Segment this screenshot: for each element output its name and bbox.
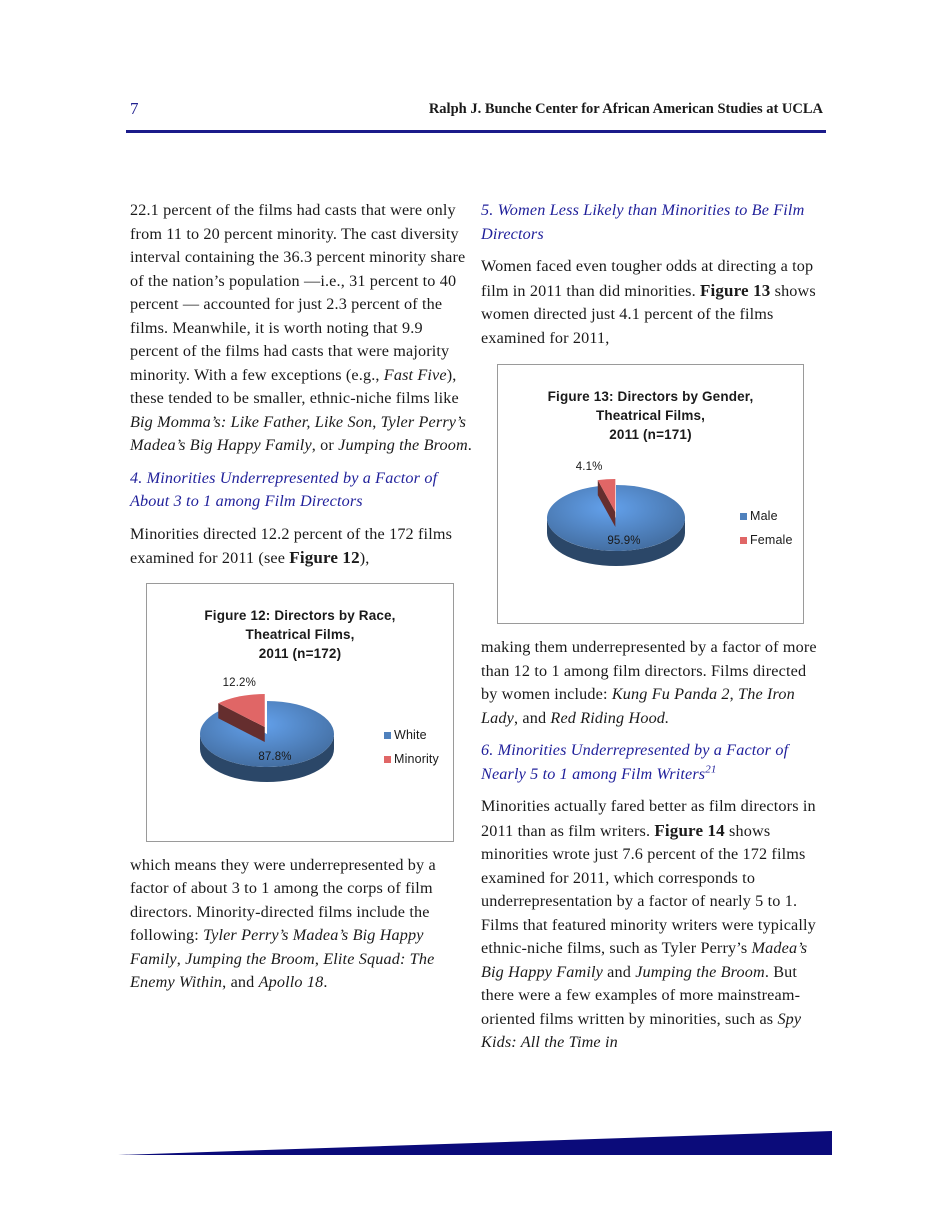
- text-run: .: [323, 973, 328, 991]
- text-run: ,: [176, 949, 186, 968]
- film-title: Fast Five: [383, 365, 447, 384]
- footer-swoosh-shape: [118, 1131, 832, 1155]
- legend-swatch-white: [384, 732, 391, 739]
- text-run: ,: [372, 412, 381, 431]
- data-label-minority: 12.2%: [222, 676, 256, 689]
- figure-13-title-line: Theatrical Films,: [595, 408, 706, 423]
- text-run: , and: [222, 973, 259, 991]
- figure-13-title-line: 2011 (n=171): [609, 427, 692, 442]
- text-run: Minorities directed 12.2 percent of the 172 films examined for 2011 (see: [130, 524, 453, 567]
- film-title: Kung Fu Panda 2: [611, 685, 730, 703]
- left-column: [130, 199, 472, 995]
- text-run: shows women directed just 4.1 percent of the films examined for 2011,: [481, 281, 816, 347]
- film-title: Spy Kids: All the Time in: [481, 1009, 802, 1051]
- text-run: Women faced even tougher odds at directing a top film in 2011 than did minorities.: [481, 257, 814, 300]
- text-run: ),: [359, 549, 370, 567]
- right-column: [481, 199, 826, 1055]
- text-run: , and: [513, 708, 551, 727]
- section-heading-5: 5. Women Less Likely than Minorities to Be Film Directors: [481, 201, 805, 243]
- film-title: Tyler Perry’s Madea’s Big Happy Family: [130, 412, 467, 454]
- figure-13-title-line: Figure 13: Directors by Gender,: [547, 389, 754, 404]
- figure-13-chart: [497, 364, 804, 624]
- film-title: Tyler Perry’s Madea’s Big Happy Family: [130, 926, 424, 968]
- data-label-male: 95.9%: [607, 535, 641, 547]
- film-title: Jumping the Broom: [185, 949, 315, 968]
- figure-reference: Figure 12: [289, 548, 360, 567]
- right-paragraph-1: [481, 255, 826, 350]
- right-paragraph-3: [481, 795, 826, 1055]
- heading-text: 6. Minorities Underrepresented by a Factor of Nearly 5 to 1 among Film Writers: [481, 741, 789, 783]
- section-heading-6: [481, 739, 826, 786]
- figure-reference: Figure 13: [699, 280, 771, 300]
- right-paragraph-2: [481, 636, 826, 730]
- text-run: .: [467, 436, 472, 454]
- page-number: 7: [130, 99, 139, 118]
- text-run: shows minorities wrote just 7.6 percent of the 172 films examined for 2011, which corresponds to underrepresentation by a factor of nearly 5 to 1. Films that featured minority writers were typically ethnic-niche films, such as Tyler Perry’s: [481, 821, 816, 957]
- text-run: making them underrepresented by a factor of more than 12 to 1 among film directors. Films directed by women include:: [481, 638, 817, 703]
- legend-label-female: Female: [750, 533, 793, 547]
- figure-reference: Figure 14: [654, 820, 725, 840]
- text-run: which means they were underrepresented by a factor of about 3 to 1 among the corps of film directors. Minority-directed films include the following:: [130, 855, 436, 944]
- legend-label-minority: Minority: [394, 751, 439, 766]
- film-title: Jumping the Broom: [635, 962, 765, 981]
- figure-13-pie-svg: [498, 365, 803, 623]
- film-title: The Iron Lady: [481, 685, 795, 727]
- legend-swatch-minority: [384, 756, 391, 763]
- legend-swatch-male: [740, 513, 747, 520]
- running-header-title: Ralph J. Bunche Center for African American Studies at UCLA: [428, 101, 823, 117]
- text-run: 22.1 percent of the films had casts that were only from 11 to 20 percent minority. The cast diversity interval containing the 36.3 percent minority share of the nation’s population —i.e., 31 percent to 40 percent — accounted for just 2.3 percent of the films. Meanwhile, it is worth noting that 9.9 percent of the films had casts that were majority minority. With a few exceptions (e.g.,: [130, 201, 466, 384]
- text-run: ,: [729, 685, 739, 703]
- left-paragraph-1: [130, 199, 472, 458]
- text-run: ), these tended to be smaller, ethnic-niche films like: [130, 365, 459, 407]
- data-label-white: 87.8%: [258, 750, 292, 763]
- legend-label-white: White: [394, 727, 427, 742]
- text-run: ,: [314, 949, 324, 968]
- film-title: Red Riding Hood.: [550, 708, 670, 727]
- text-run: , or: [311, 436, 339, 454]
- data-label-female: 4.1%: [575, 461, 603, 473]
- header-rule: [126, 130, 826, 133]
- figure-12-pie-svg: [147, 584, 453, 841]
- film-title: Madea’s Big Happy Family: [481, 939, 808, 981]
- legend-swatch-female: [740, 537, 747, 544]
- section-heading-4: 4. Minorities Underrepresented by a Factor of About 3 to 1 among Film Directors: [130, 468, 438, 510]
- footnote-marker[interactable]: 21: [705, 763, 717, 776]
- text-run: Minorities actually fared better as film directors in 2011 than as film writers.: [481, 797, 816, 840]
- figure-12-chart: [146, 583, 454, 842]
- figure-12-title-line: Theatrical Films,: [245, 626, 355, 642]
- film-title: Apollo 18: [258, 973, 324, 991]
- legend-label-male: Male: [750, 509, 778, 523]
- text-run: and: [602, 962, 636, 981]
- figure-12-title-line: 2011 (n=172): [258, 645, 342, 661]
- left-paragraph-2: [130, 523, 472, 571]
- film-title: Jumping the Broom: [338, 436, 468, 454]
- text-run: . But there were a few examples of more mainstream-oriented films written by minorities, such as: [481, 962, 801, 1028]
- film-title: Elite Squad: The Enemy Within: [130, 949, 435, 991]
- figure-12-title-line: Figure 12: Directors by Race,: [204, 607, 396, 623]
- film-title: Big Momma’s: Like Father, Like Son: [130, 412, 373, 431]
- left-paragraph-3: [130, 854, 472, 995]
